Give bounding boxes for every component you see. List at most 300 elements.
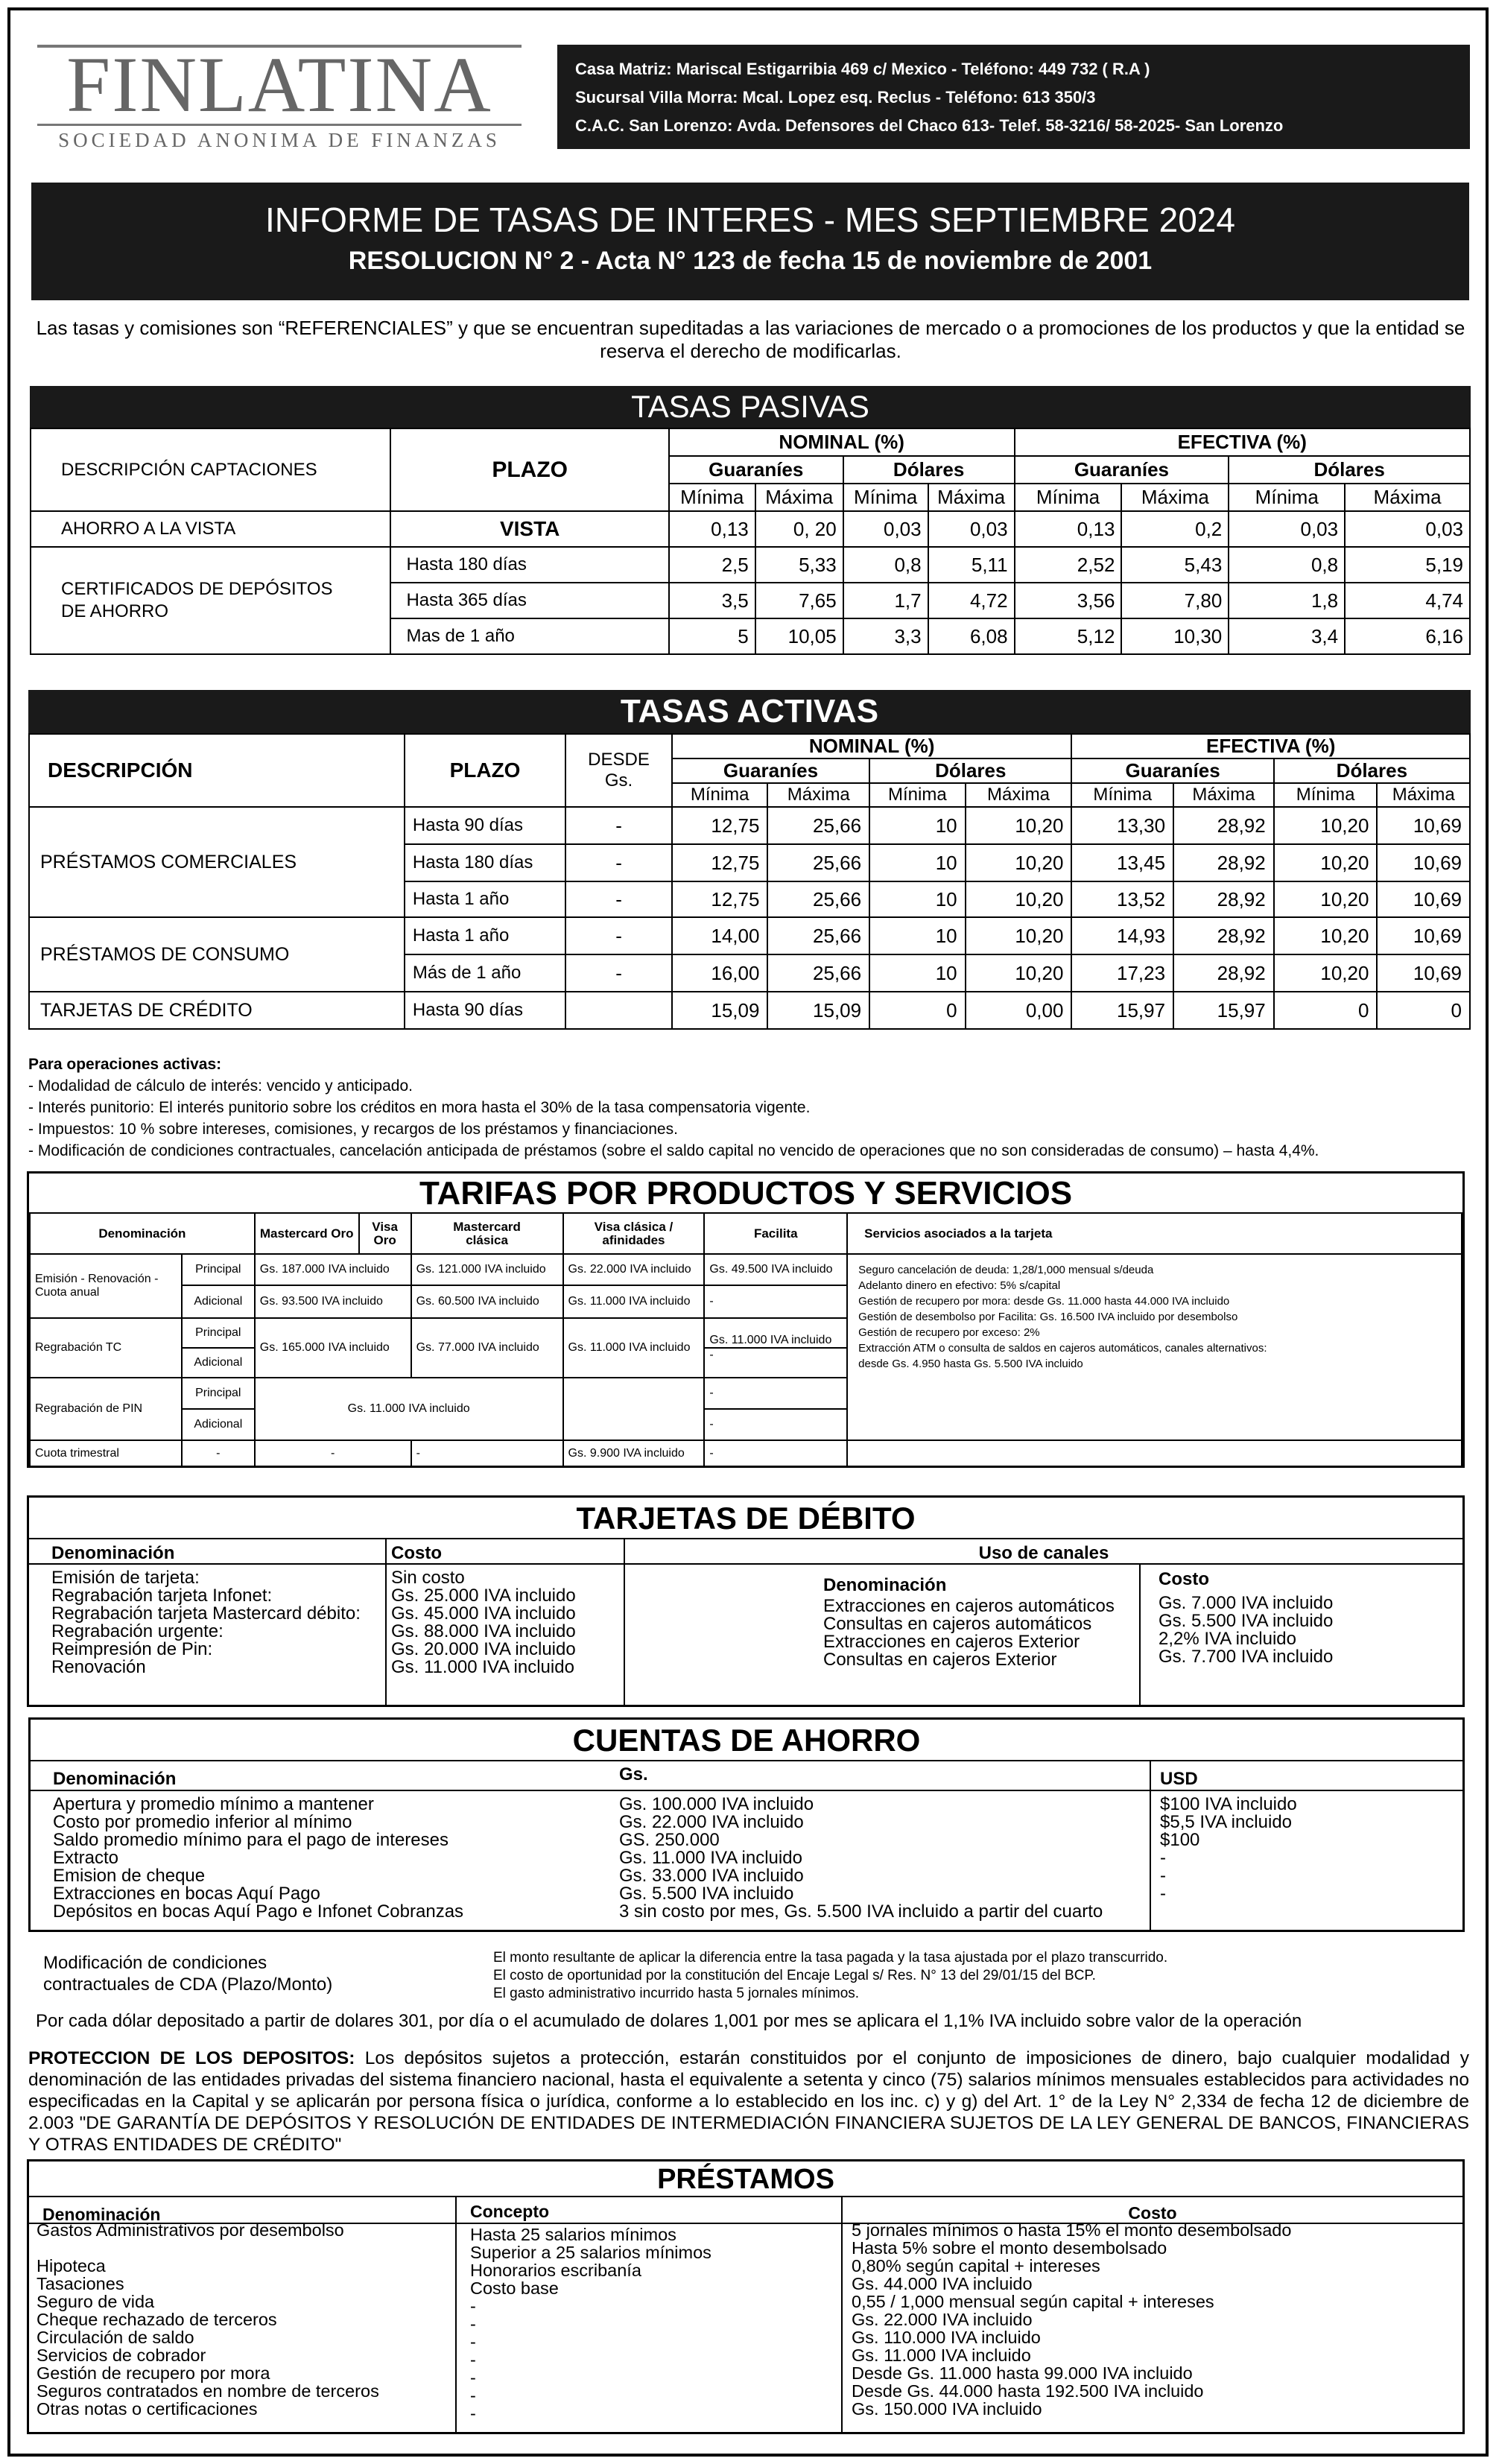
rate-cell: 10: [869, 881, 966, 917]
maxima-header: Máxima: [755, 484, 843, 511]
col-descripcion: DESCRIPCIÓN CAPTACIONES: [31, 428, 390, 511]
desde-cell: [565, 992, 672, 1029]
list-item: Otras notas o certificaciones: [37, 2399, 258, 2419]
h-mastercard-clasica: Mastercard clásica: [411, 1214, 563, 1254]
rate-cell: 0,8: [1229, 547, 1345, 583]
report-title-box: [31, 183, 1469, 300]
prestamos-denoms: [37, 2221, 379, 2418]
rate-cell: 0,03: [1345, 511, 1470, 547]
principal-label: Principal: [182, 1378, 255, 1409]
tarjetas-credito-label: TARJETAS DE CRÉDITO: [29, 992, 405, 1029]
list-item: Extracciones en bocas Aquí Pago: [53, 1884, 320, 1904]
rate-cell: 28,92: [1173, 917, 1274, 954]
rate-cell: 15,09: [672, 992, 768, 1029]
dolares-header: Dólares: [1229, 456, 1470, 484]
canal-h-costo: Costo: [1159, 1569, 1209, 1589]
desde-cell: -: [565, 954, 672, 992]
rate-cell: 0,00: [966, 992, 1072, 1029]
rate-cell: 3,56: [1015, 583, 1122, 618]
rate-cell: 10: [869, 807, 966, 844]
cda-modificacion-lines: [493, 1949, 1167, 2003]
rate-cell: 13,30: [1071, 807, 1173, 844]
h-mastercard-oro: Mastercard Oro: [255, 1214, 359, 1254]
debito-h-denominacion: Denominación: [51, 1543, 175, 1563]
list-item: Costo por promedio inferior al mínimo: [53, 1812, 352, 1832]
report-title: INFORME DE TASAS DE INTERES - MES SEPTIEMBRE 2024: [265, 200, 1235, 239]
tarifa-cell: Gs. 93.500 IVA incluido: [255, 1285, 411, 1318]
tasas-pasivas-title: TASAS PASIVAS: [30, 386, 1471, 428]
list-item: Hipoteca: [37, 2256, 106, 2275]
prestamos-conceptos: [470, 2226, 711, 2422]
list-item: Gs. 20.000 IVA incluido: [391, 1639, 576, 1659]
h-denominacion: Denominación: [30, 1214, 255, 1254]
note-item: - Interés punitorio: El interés punitorio sobre los créditos en mora hasta el 30% de la tasa compensatoria vigente.: [28, 1099, 811, 1116]
rate-cell: 3,4: [1229, 618, 1345, 654]
debito-h-canales: Uso de canales: [978, 1543, 1109, 1563]
rate-cell: 4,74: [1345, 583, 1470, 618]
plazo-cell: Más de 1 año: [405, 954, 565, 992]
cda-modificacion-label: Modificación de condiciones contractuales de CDA (Plazo/Monto): [43, 1953, 333, 1995]
minima-header: Mínima: [672, 783, 768, 807]
list-item: Gs. 150.000 IVA incluido: [852, 2399, 1042, 2419]
tasas-activas-table: [28, 733, 1471, 1030]
desde-cell: -: [565, 844, 672, 881]
tarifa-cell: Gs. 49.500 IVA incluido: [704, 1254, 847, 1285]
list-item: Regrabación tarjeta Mastercard débito:: [51, 1603, 361, 1624]
minima-header: Mínima: [669, 484, 755, 511]
debito-costs: [391, 1569, 576, 1676]
rate-cell: 25,66: [767, 881, 869, 917]
rate-cell: 1,8: [1229, 583, 1345, 618]
rate-cell: 10,05: [755, 618, 843, 654]
ahorro-vista-plazo: VISTA: [390, 511, 668, 547]
rate-cell: 28,92: [1173, 807, 1274, 844]
rate-cell: 0: [1274, 992, 1378, 1029]
list-item: Emision de cheque: [53, 1866, 206, 1886]
maxima-header: Máxima: [1377, 783, 1470, 807]
ahorro-gs-values: [619, 1796, 1103, 1921]
dolar-note: Por cada dólar depositado a partir de dolares 301, por día o el acumulado de dolares 1,001 por mes se aplicara el 1,1% IVA incluido sobre valor de la operación: [36, 2011, 1302, 2031]
rate-cell: 7,65: [755, 583, 843, 618]
plazo-cell: Hasta 180 días: [390, 547, 668, 583]
minima-header: Mínima: [869, 783, 966, 807]
rate-cell: 0: [1377, 992, 1470, 1029]
tarifa-cell: Gs. 9.900 IVA incluido: [563, 1440, 705, 1466]
tarifa-cell: Gs. 22.000 IVA incluido: [563, 1254, 705, 1285]
list-item: Consultas en cajeros Exterior: [823, 1650, 1057, 1670]
list-item: Gs. 88.000 IVA incluido: [391, 1621, 576, 1641]
list-item: 3 sin costo por mes, Gs. 5.500 IVA incluido a partir del cuarto: [619, 1901, 1103, 1922]
rate-cell: 12,75: [672, 807, 768, 844]
list-item: Emisión de tarjeta:: [51, 1568, 200, 1588]
col-plazo: PLAZO: [405, 734, 565, 807]
list-item: El costo de oportunidad por la constitución del Encaje Legal s/ Res. N° 13 del 29/01/15 del BCP.: [493, 1968, 1096, 1983]
tarifa-cell: Gs. 77.000 IVA incluido: [411, 1318, 563, 1378]
debito-denoms: [51, 1569, 361, 1676]
tarifa-cell: Gs. 11.000 IVA incluido: [704, 1318, 847, 1348]
ahorro-usd-values: [1160, 1796, 1297, 1903]
regrabacion-pin-label: Regrabación de PIN: [30, 1378, 182, 1440]
debito-col-divider: [1139, 1563, 1141, 1705]
list-item: Superior a 25 salarios mínimos: [470, 2243, 711, 2262]
tarifa-cell: Gs. 187.000 IVA incluido: [255, 1254, 411, 1285]
dolares-header: Dólares: [843, 456, 1015, 484]
servicios-asociados: [847, 1254, 1462, 1440]
prestamos-section: [27, 2159, 1465, 2434]
ahorro-col-divider: [1150, 1761, 1151, 1930]
h-visa-oro: Visa Oro: [359, 1214, 411, 1254]
canal-h-denominacion: Denominación: [823, 1575, 947, 1595]
logo: [37, 41, 522, 151]
list-item: Gs. 44.000 IVA incluido: [852, 2274, 1033, 2293]
desde-cell: -: [565, 807, 672, 844]
tarifa-cell: Gs. 11.000 IVA incluido: [563, 1318, 705, 1378]
rate-cell: 10,20: [1274, 881, 1378, 917]
list-item: Gs. 33.000 IVA incluido: [619, 1866, 804, 1886]
list-item: Gestión de recupero por mora: [37, 2363, 270, 2383]
guaranies-header: Guaraníes: [672, 758, 869, 783]
plazo-cell: Mas de 1 año: [390, 618, 668, 654]
desde-cell: -: [565, 881, 672, 917]
adicional-label: Adicional: [182, 1409, 255, 1440]
proteccion-heading: PROTECCION DE LOS DEPOSITOS:: [28, 2048, 355, 2068]
rate-cell: 10,69: [1377, 844, 1470, 881]
dolares-header: Dólares: [869, 758, 1071, 783]
rate-cell: 3,5: [669, 583, 755, 618]
rate-cell: 10,20: [1274, 917, 1378, 954]
servicio-item: Gestión de recupero por exceso: 2%: [858, 1326, 1040, 1339]
prestamos-col-divider: [455, 2197, 457, 2432]
list-item: Regrabación tarjeta Infonet:: [51, 1586, 273, 1606]
rate-cell: 14,93: [1071, 917, 1173, 954]
h-visa-clasica: Visa clásica / afinidades: [563, 1214, 705, 1254]
list-item: Consultas en cajeros automáticos: [823, 1614, 1092, 1634]
address-line: Sucursal Villa Morra: Mcal. Lopez esq. Reclus - Teléfono: 613 350/3: [575, 88, 1096, 107]
efectiva-header: EFECTIVA (%): [1071, 734, 1470, 758]
minima-header: Mínima: [843, 484, 928, 511]
rate-cell: 10,69: [1377, 917, 1470, 954]
list-item: -: [470, 2332, 476, 2351]
list-item: El gasto administrativo incurrido hasta 5 jornales mínimos.: [493, 1986, 860, 2001]
maxima-header: Máxima: [1173, 783, 1274, 807]
table-row: [29, 992, 1470, 1029]
maxima-header: Máxima: [928, 484, 1015, 511]
rate-cell: 13,45: [1071, 844, 1173, 881]
nominal-header: NOMINAL (%): [672, 734, 1072, 758]
rate-cell: 12,75: [672, 844, 768, 881]
col-descripcion: DESCRIPCIÓN: [29, 734, 405, 807]
h-servicios: Servicios asociados a la tarjeta: [847, 1214, 1462, 1254]
rate-cell: 15,97: [1071, 992, 1173, 1029]
address-line: Casa Matriz: Mariscal Estigarribia 469 c/ Mexico - Teléfono: 449 732 ( R.A ): [575, 60, 1150, 78]
rate-cell: 16,00: [672, 954, 768, 992]
list-item: Gs. 5.500 IVA incluido: [1159, 1611, 1334, 1631]
principal-label: Principal: [182, 1318, 255, 1348]
rate-cell: 5,33: [755, 547, 843, 583]
list-item: Gs. 5.500 IVA incluido: [619, 1884, 794, 1904]
adicional-label: Adicional: [182, 1285, 255, 1318]
list-item: Gs. 25.000 IVA incluido: [391, 1586, 576, 1606]
tarifa-cell: Gs. 165.000 IVA incluido: [255, 1318, 411, 1378]
rate-cell: 10,20: [966, 954, 1072, 992]
col-desde: DESDE Gs.: [565, 734, 672, 807]
note-item: - Impuestos: 10 % sobre intereses, comisiones, y recargos de los préstamos y financiaciones.: [28, 1121, 678, 1138]
list-item: -: [470, 2296, 476, 2316]
plazo-cell: Hasta 90 días: [405, 807, 565, 844]
rate-cell: 0,8: [843, 547, 928, 583]
rate-cell: 14,00: [672, 917, 768, 954]
notes-heading: Para operaciones activas:: [28, 1056, 222, 1073]
rate-cell: 5: [669, 618, 755, 654]
rate-cell: 0,13: [669, 511, 755, 547]
canal-costs: [1159, 1594, 1333, 1666]
cuentas-ahorro-title: CUENTAS DE AHORRO: [31, 1720, 1462, 1761]
efectiva-header: EFECTIVA (%): [1015, 428, 1470, 456]
maxima-header: Máxima: [966, 783, 1072, 807]
list-item: 2,2% IVA incluido: [1159, 1629, 1297, 1649]
table-row: [29, 807, 1470, 844]
rate-cell: 10,20: [966, 807, 1072, 844]
address-box: [557, 45, 1470, 149]
list-item: -: [470, 2314, 476, 2334]
regrabacion-tc-label: Regrabación TC: [30, 1318, 182, 1378]
empty-cell: [563, 1378, 705, 1440]
tasas-activas-section: [28, 690, 1471, 1030]
dolares-header: Dólares: [1274, 758, 1470, 783]
note-item: - Modificación de condiciones contractuales, cancelación anticipada de préstamos (sobre el saldo capital no vencido de operaciones que no son consideradas de consumo) – hasta 4,4%.: [28, 1142, 1319, 1159]
rate-cell: 0,13: [1015, 511, 1122, 547]
list-item: -: [470, 2386, 476, 2405]
plazo-cell: Hasta 180 días: [405, 844, 565, 881]
list-item: -: [1160, 1884, 1166, 1904]
desde-cell: -: [565, 917, 672, 954]
tarifa-cell: -: [704, 1285, 847, 1318]
rate-cell: 10,20: [1274, 954, 1378, 992]
prestamos-costos: [852, 2221, 1291, 2418]
rate-cell: 5,11: [928, 547, 1015, 583]
list-item: Tasaciones: [37, 2274, 124, 2293]
servicio-item: desde Gs. 4.950 hasta Gs. 5.500 IVA incluido: [858, 1358, 1083, 1370]
proteccion-depositos: [28, 2047, 1469, 2156]
list-item: Gs. 7.700 IVA incluido: [1159, 1647, 1334, 1667]
list-item: Gs. 110.000 IVA incluido: [852, 2328, 1041, 2347]
servicio-item: Seguro cancelación de deuda: 1,28/1,000 mensual s/deuda: [858, 1264, 1154, 1276]
rate-cell: 28,92: [1173, 881, 1274, 917]
cda-label: CERTIFICADOS DE DEPÓSITOS DE AHORRO: [31, 547, 390, 654]
list-item: El monto resultante de aplicar la diferencia entre la tasa pagada y la tasa ajustada por el plazo transcurrido.: [493, 1950, 1168, 1966]
tarifa-cell: -: [255, 1440, 411, 1466]
tarifa-cell: Gs. 11.000 IVA incluido: [563, 1285, 705, 1318]
rate-cell: 6,16: [1345, 618, 1470, 654]
report-subtitle: RESOLUCION N° 2 - Acta N° 123 de fecha 15 de noviembre de 2001: [348, 247, 1153, 275]
table-row: [31, 511, 1470, 547]
list-item: Hasta 5% sobre el monto desembolsado: [852, 2238, 1167, 2258]
empty-cell: [847, 1440, 1462, 1466]
tarifas-section: [27, 1171, 1465, 1468]
rate-cell: 4,72: [928, 583, 1015, 618]
plazo-cell: Hasta 365 días: [390, 583, 668, 618]
prestamos-h-denominacion: Denominación: [42, 2205, 161, 2224]
prestamos-col-divider: [841, 2197, 843, 2432]
list-item: Extracciones en cajeros automáticos: [823, 1596, 1115, 1616]
ahorro-vista-label: AHORRO A LA VISTA: [31, 511, 390, 547]
tarifa-cell: -: [704, 1348, 847, 1378]
rate-cell: 10,20: [1274, 807, 1378, 844]
operaciones-notes: [28, 1054, 1474, 1162]
rate-cell: 10,69: [1377, 807, 1470, 844]
rate-cell: 3,3: [843, 618, 928, 654]
list-item: [37, 2239, 379, 2257]
rate-cell: 25,66: [767, 954, 869, 992]
rate-cell: 12,75: [672, 881, 768, 917]
minima-header: Mínima: [1071, 783, 1173, 807]
rate-cell: 10,20: [1274, 844, 1378, 881]
list-item: Gs. 11.000 IVA incluido: [391, 1657, 574, 1677]
tarifas-table: [29, 1214, 1462, 1466]
list-item: -: [470, 2350, 476, 2369]
list-item: -: [470, 2404, 476, 2423]
list-item: -: [470, 2368, 476, 2387]
logo-name: FINLATINA: [66, 41, 492, 128]
list-item: Sin costo: [391, 1568, 465, 1588]
list-item: Desde Gs. 11.000 hasta 99.000 IVA incluido: [852, 2363, 1193, 2383]
rate-cell: 13,52: [1071, 881, 1173, 917]
maxima-header: Máxima: [1121, 484, 1229, 511]
prestamos-consumo-label: PRÉSTAMOS DE CONSUMO: [29, 917, 405, 992]
list-item: GS. 250.000: [619, 1830, 720, 1850]
guaranies-header: Guaraníes: [1015, 456, 1229, 484]
prestamos-title: PRÉSTAMOS: [29, 2161, 1462, 2197]
list-item: $100: [1160, 1830, 1200, 1850]
rate-cell: 5,19: [1345, 547, 1470, 583]
tarifas-title: TARIFAS POR PRODUCTOS Y SERVICIOS: [29, 1174, 1462, 1214]
tasas-activas-title: TASAS ACTIVAS: [28, 690, 1471, 733]
list-item: Extracciones en cajeros Exterior: [823, 1632, 1080, 1652]
plazo-cell: Hasta 1 año: [405, 917, 565, 954]
list-item: Gs. 100.000 IVA incluido: [619, 1794, 814, 1814]
rate-cell: 10: [869, 954, 966, 992]
list-item: Honorarios escribanía: [470, 2261, 641, 2280]
tarifa-cell: -: [704, 1440, 847, 1466]
tarifa-cell: -: [182, 1440, 255, 1466]
rate-cell: 7,80: [1121, 583, 1229, 618]
list-item: Circulación de saldo: [37, 2328, 194, 2347]
list-item: Reimpresión de Pin:: [51, 1639, 213, 1659]
list-item: Gs. 11.000 IVA incluido: [619, 1848, 802, 1868]
rate-cell: 2,52: [1015, 547, 1122, 583]
rate-cell: 10,20: [966, 844, 1072, 881]
rate-cell: 25,66: [767, 917, 869, 954]
servicio-item: Extracción ATM o consulta de saldos en cajeros automáticos, canales alternativos:: [858, 1342, 1267, 1355]
list-item: $5,5 IVA incluido: [1160, 1812, 1293, 1832]
list-item: Regrabación urgente:: [51, 1621, 224, 1641]
rate-cell: 1,7: [843, 583, 928, 618]
rate-cell: 10,20: [966, 881, 1072, 917]
rate-cell: 10,20: [966, 917, 1072, 954]
list-item: 5 jornales mínimos o hasta 15% el monto desembolsado: [852, 2220, 1292, 2240]
minima-header: Mínima: [1274, 783, 1378, 807]
canal-denoms: [823, 1597, 1115, 1669]
rate-cell: 0,2: [1121, 511, 1229, 547]
prestamos-comerciales-label: PRÉSTAMOS COMERCIALES: [29, 807, 405, 917]
tarifa-cell: -: [704, 1378, 847, 1409]
rate-cell: 25,66: [767, 807, 869, 844]
plazo-cell: Hasta 1 año: [405, 881, 565, 917]
col-plazo: PLAZO: [390, 428, 668, 511]
ahorro-h-usd: USD: [1160, 1769, 1198, 1789]
logo-subtitle: SOCIEDAD ANONIMA DE FINANZAS: [58, 129, 501, 151]
minima-header: Mínima: [1229, 484, 1345, 511]
tarjetas-debito-section: [27, 1495, 1465, 1707]
list-item: Gastos Administrativos por desembolso: [37, 2220, 344, 2240]
rate-cell: 10,30: [1121, 618, 1229, 654]
list-item: -: [1160, 1866, 1166, 1886]
rate-cell: 15,09: [767, 992, 869, 1029]
note-item: - Modalidad de cálculo de interés: vencido y anticipado.: [28, 1077, 413, 1095]
guaranies-header: Guaraníes: [1071, 758, 1273, 783]
prestamos-h-concepto: Concepto: [470, 2202, 550, 2221]
prestamos-h-costo: Costo: [1128, 2203, 1177, 2223]
tarjetas-debito-title: TARJETAS DE DÉBITO: [29, 1498, 1462, 1539]
list-item: Seguro de vida: [37, 2292, 155, 2311]
list-item: Gs. 7.000 IVA incluido: [1159, 1593, 1334, 1613]
list-item: Gs. 22.000 IVA incluido: [619, 1812, 804, 1832]
tarifa-cell: Gs. 11.000 IVA incluido: [255, 1378, 563, 1440]
tasas-pasivas-table: [30, 428, 1471, 655]
adicional-label: Adicional: [182, 1348, 255, 1378]
list-item: Renovación: [51, 1657, 146, 1677]
list-item: Apertura y promedio mínimo a mantener: [53, 1794, 374, 1814]
cuentas-ahorro-section: [28, 1717, 1465, 1932]
nominal-header: NOMINAL (%): [669, 428, 1015, 456]
rate-cell: 15,97: [1173, 992, 1274, 1029]
rate-cell: 10,69: [1377, 954, 1470, 992]
list-item: Hasta 25 salarios mínimos: [470, 2225, 676, 2244]
rate-cell: 10: [869, 917, 966, 954]
servicio-item: Adelanto dinero en efectivo: 5% s/capital: [858, 1279, 1061, 1292]
list-item: Desde Gs. 44.000 hasta 192.500 IVA incluido: [852, 2381, 1204, 2401]
principal-label: Principal: [182, 1254, 255, 1285]
h-facilita: Facilita: [704, 1214, 847, 1254]
rate-cell: 10: [869, 844, 966, 881]
list-item: -: [1160, 1848, 1166, 1868]
ahorro-h-gs: Gs.: [619, 1764, 648, 1784]
list-item: Gs. 11.000 IVA incluido: [852, 2346, 1031, 2365]
rate-cell: 5,43: [1121, 547, 1229, 583]
tasas-pasivas-section: [30, 386, 1471, 655]
list-item: 0,55 / 1,000 mensual según capital + intereses: [852, 2292, 1214, 2311]
rate-cell: 0,03: [843, 511, 928, 547]
list-item: Saldo promedio mínimo para el pago de intereses: [53, 1830, 449, 1850]
tarifa-cell: Gs. 60.500 IVA incluido: [411, 1285, 563, 1318]
list-item: Extracto: [53, 1848, 119, 1868]
proteccion-text: Los depósitos sujetos a protección, estarán constituidos por el conjunto de imposiciones de dinero, bajo cualquier modalidad y denominación de las entidades privadas del sistema financiero nacional, hasta el equivalente a setenta y cinco (75) salarios mínimos mensuales establecidos para actividades no especificadas en la Capital y se aplicarán por persona física o jurídica, conforme a lo establecido en los inc. c) y g) del Art. 1° de la Ley N° 2,334 de fecha 12 de diciembre de 2.003 "DE GARANTÍA DE DEPÓSITOS Y RESOLUCIÓN DE ENTIDADES DE INTERMEDIACIÓN FINANCIERA SUJETOS DE LA LEY GENERAL DE BANCOS, FINANCIERAS Y OTRAS ENTIDADES DE CRÉDITO": [28, 2048, 1470, 2155]
list-item: Costo base: [470, 2278, 559, 2298]
ahorro-denoms: [53, 1796, 463, 1921]
rate-cell: 5,12: [1015, 618, 1122, 654]
rate-cell: 2,5: [669, 547, 755, 583]
list-item: Servicios de cobrador: [37, 2346, 206, 2365]
debito-h-costo: Costo: [391, 1543, 442, 1563]
rate-cell: 25,66: [767, 844, 869, 881]
rate-cell: 28,92: [1173, 954, 1274, 992]
tarifa-cell: -: [704, 1409, 847, 1440]
rate-cell: 0, 20: [755, 511, 843, 547]
ahorro-header-line: [31, 1790, 1462, 1791]
rate-cell: 10,69: [1377, 881, 1470, 917]
rate-cell: 17,23: [1071, 954, 1173, 992]
cuota-trimestral-label: Cuota trimestral: [30, 1440, 182, 1466]
